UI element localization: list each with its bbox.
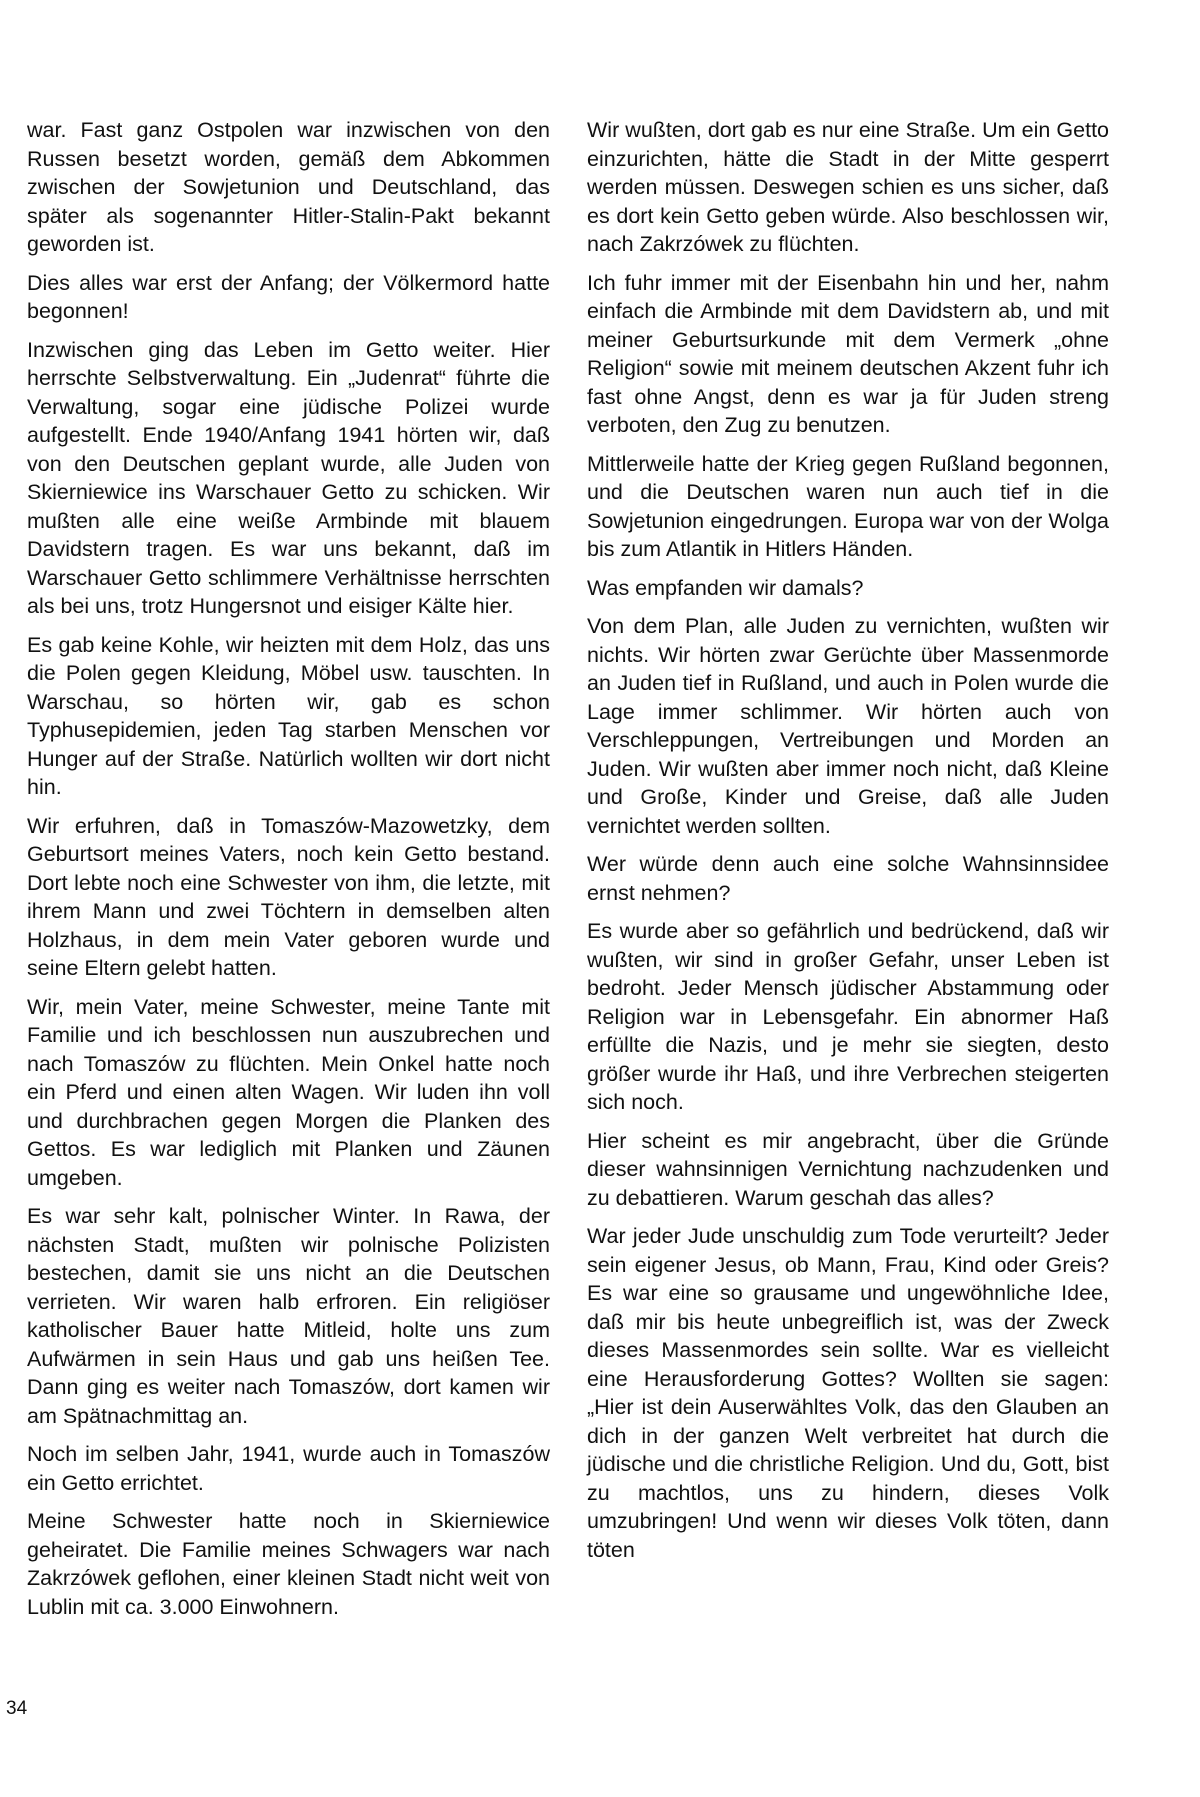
paragraph: Wir wußten, dort gab es nur eine Straße. Um ein Getto einzurichten, hätte die Stadt in der Mitte gesperrt werden müssen. Deswegen schien es uns sicher, daß es dort kein Getto geben würde. Also beschlossen wir, nach Zakrzówek zu flüchten. [587,118,1109,256]
paragraph: Hier scheint es mir angebracht, über die Gründe dieser wahnsinnigen Vernichtung nachzudenken und zu debattieren. Warum geschah das alles? [587,1128,1109,1210]
paragraph: War jeder Jude unschuldig zum Tode verurteilt? Jeder sein eigener Jesus, ob Mann, Frau, Kind oder Greis? Es war eine so grausame und ungewöhnliche Idee, daß mir bis heute unbegreiflich ist, was der Zweck dieses Massenmordes sein sollte. War es vielleicht eine Herausforderung Gottes? Wollten sie sagen: „Hier ist dein Auserwähltes Volk, das den Glauben an dich in der ganzen Welt verbreitet hat durch die jüdische und die christliche Religion. Und du, Gott, bist zu machtlos, uns zu hindern, dieses Volk umzubringen! Und wenn wir dieses Volk töten, dann töten [587,1224,1109,1562]
page-number: 34 [6,1698,28,1719]
paragraph: Wer würde denn auch eine solche Wahnsinnsidee ernst nehmen? [587,852,1109,905]
paragraph: Es wurde aber so gefährlich und bedrückend, daß wir wußten, wir sind in großer Gefahr, unser Leben ist bedroht. Jeder Mensch jüdischer Abstammung oder Religion war in Lebensgefahr. Ein abnormer Haß erfüllte die Nazis, und je mehr sie siegten, desto größer wurde ihr Haß, und ihre Verbrechen steigerten sich noch. [587,919,1109,1114]
paragraph: Dies alles war erst der Anfang; der Völkermord hatte begonnen! [27,270,550,323]
paragraph: Ich fuhr immer mit der Eisenbahn hin und her, nahm einfach die Armbinde mit dem Davidstern ab, und mit meiner Geburtsurkunde mit dem Vermerk „ohne Religion“ sowie mit meinem deutschen Akzent fuhr ich fast ohne Angst, denn es war ja für Juden streng verboten, den Zug zu benutzen. [587,270,1109,437]
paragraph: Es war sehr kalt, polnischer Winter. In Rawa, der nächsten Stadt, mußten wir polnische Polizisten bestechen, damit sie uns nicht an die Deutschen verrieten. Wir waren halb erfroren. Ein religiöser katholischer Bauer hatte Mitleid, holte uns zum Aufwärmen in sein Haus und gab uns heißen Tee. Dann ging es weiter nach Tomaszów, dort kamen wir am Spätnachmittag an. [27,1204,550,1428]
paragraph: Von dem Plan, alle Juden zu vernichten, wußten wir nichts. Wir hörten zwar Gerüchte über Massenmorde an Juden tief in Rußland, und auch in Polen wurde die Lage immer schlimmer. Wir hörten auch von Verschleppungen, Vertreibungen und Morden an Juden. Wir wußten aber immer noch nicht, daß Kleine und Große, Kinder und Greise, daß alle Juden vernichtet werden sollten. [587,614,1109,838]
paragraph: Meine Schwester hatte noch in Skierniewice geheiratet. Die Familie meines Schwagers war nach Zakrzówek geflohen, einer kleinen Stadt nicht weit von Lublin mit ca. 3.000 Einwohnern. [27,1509,550,1619]
right-text-column [587,116,1109,1574]
left-text-column [27,116,550,1631]
paragraph: Inzwischen ging das Leben im Getto weiter. Hier herrschte Selbstverwaltung. Ein „Judenrat“ führte die Verwaltung, sogar eine jüdische Polizei wurde aufgestellt. Ende 1940/Anfang 1941 hörten wir, daß von den Deutschen geplant wurde, alle Juden von Skierniewice ins Warschauer Getto zu schicken. Wir mußten alle eine weiße Armbinde mit blauem Davidstern tragen. Es war uns bekannt, daß im Warschauer Getto schlimmere Verhältnisse herrschten als bei uns, trotz Hungersnot und eisiger Kälte hier. [27,337,550,618]
paragraph: war. Fast ganz Ostpolen war inzwischen von den Russen besetzt worden, gemäß dem Abkommen zwischen der Sowjetunion und Deutschland, das später als sogenannter Hitler-Stalin-Pakt bekannt geworden ist. [27,118,550,256]
paragraph: Mittlerweile hatte der Krieg gegen Rußland begonnen, und die Deutschen waren nun auch tief in die Sowjetunion eingedrungen. Europa war von der Wolga bis zum Atlantik in Hitlers Händen. [587,451,1109,561]
paragraph: Wir, mein Vater, meine Schwester, meine Tante mit Familie und ich beschlossen nun auszubrechen und nach Tomaszów zu flüchten. Mein Onkel hatte noch ein Pferd und einen alten Wagen. Wir luden ihn voll und durchbrachen gegen Morgen die Planken des Gettos. Es war lediglich mit Planken und Zäunen umgeben. [27,994,550,1190]
paragraph: Es gab keine Kohle, wir heizten mit dem Holz, das uns die Polen gegen Kleidung, Möbel usw. tauschten. In Warschau, so hörten wir, gab es schon Typhusepidemien, jeden Tag starben Menschen vor Hunger auf der Straße. Natürlich wollten wir dort nicht hin. [27,632,550,799]
paragraph: Noch im selben Jahr, 1941, wurde auch in Tomaszów ein Getto errichtet. [27,1442,550,1495]
paragraph: Was empfanden wir damals? [587,575,864,600]
paragraph: Wir erfuhren, daß in Tomaszów-Mazowetzky, dem Geburtsort meines Vaters, noch kein Getto bestand. Dort lebte noch eine Schwester von ihm, die letzte, mit ihrem Mann und zwei Töchtern in demselben alten Holzhaus, in dem mein Vater geboren wurde und seine Eltern gelebt hatten. [27,813,550,980]
